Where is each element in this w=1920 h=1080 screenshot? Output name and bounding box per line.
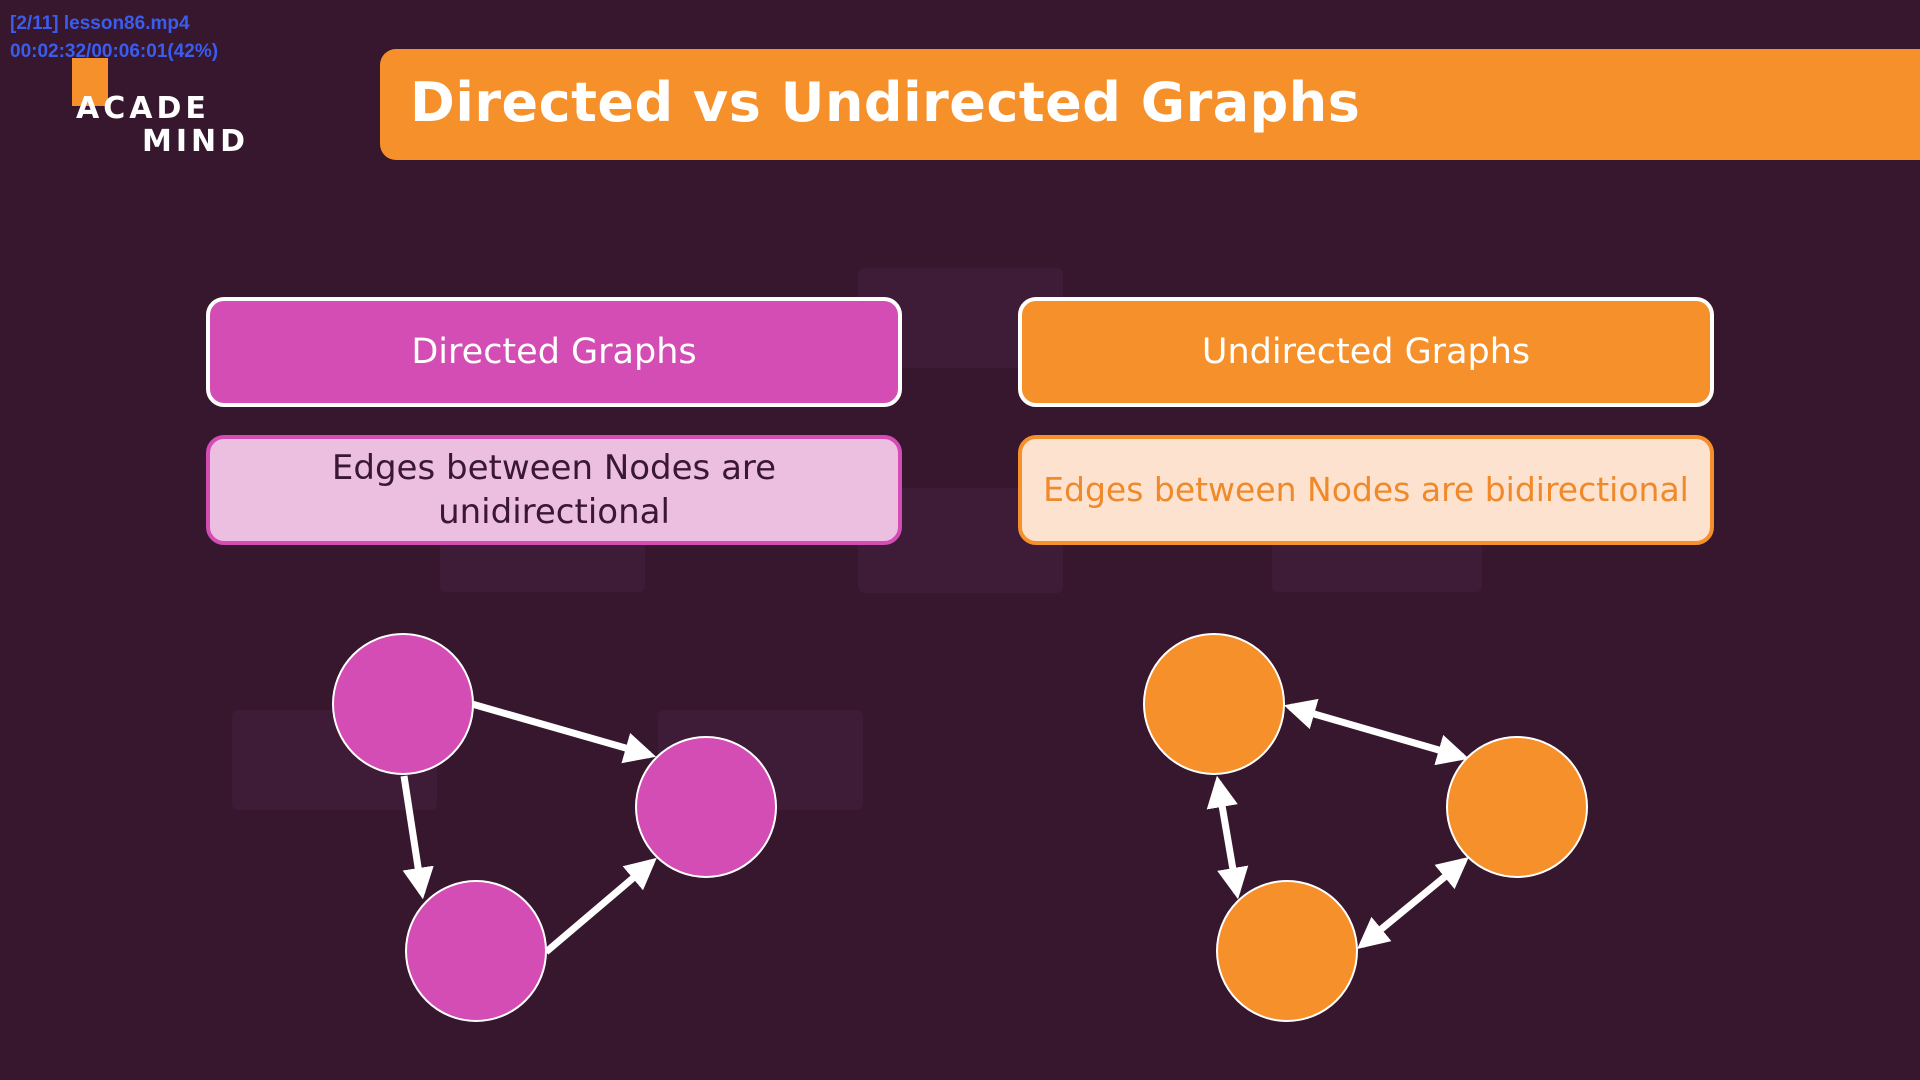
undirected-node bbox=[1447, 737, 1587, 877]
directed-edge bbox=[404, 776, 422, 893]
logo-line-2: MIND bbox=[142, 124, 250, 159]
directed-graphs-description: Edges between Nodes are unidirectional bbox=[331, 448, 777, 532]
directed-edge bbox=[546, 862, 652, 952]
directed-node bbox=[636, 737, 776, 877]
directed-graphs-heading: Directed Graphs bbox=[411, 332, 697, 372]
video-file-label: [2/11] lesson86.mp4 bbox=[10, 13, 190, 34]
undirected-graphs-heading: Undirected Graphs bbox=[1201, 332, 1531, 372]
undirected-edge bbox=[1218, 782, 1237, 893]
slide-title: Directed vs Undirected Graphs bbox=[410, 71, 1361, 134]
undirected-graph bbox=[1144, 634, 1587, 1021]
directed-node bbox=[333, 634, 473, 774]
undirected-edge bbox=[1290, 707, 1463, 757]
logo-line-1: ACADE bbox=[76, 91, 210, 126]
video-time-label: 00:02:32/00:06:01(42%) bbox=[10, 41, 219, 62]
undirected-node bbox=[1217, 881, 1357, 1021]
directed-graph bbox=[333, 634, 776, 1021]
directed-edge bbox=[472, 704, 650, 755]
video-overlay bbox=[10, 10, 218, 66]
undirected-node bbox=[1144, 634, 1284, 774]
directed-node bbox=[406, 881, 546, 1021]
undirected-graphs-description: Edges between Nodes are bidirectional bbox=[1043, 470, 1689, 509]
undirected-edge bbox=[1362, 861, 1464, 945]
